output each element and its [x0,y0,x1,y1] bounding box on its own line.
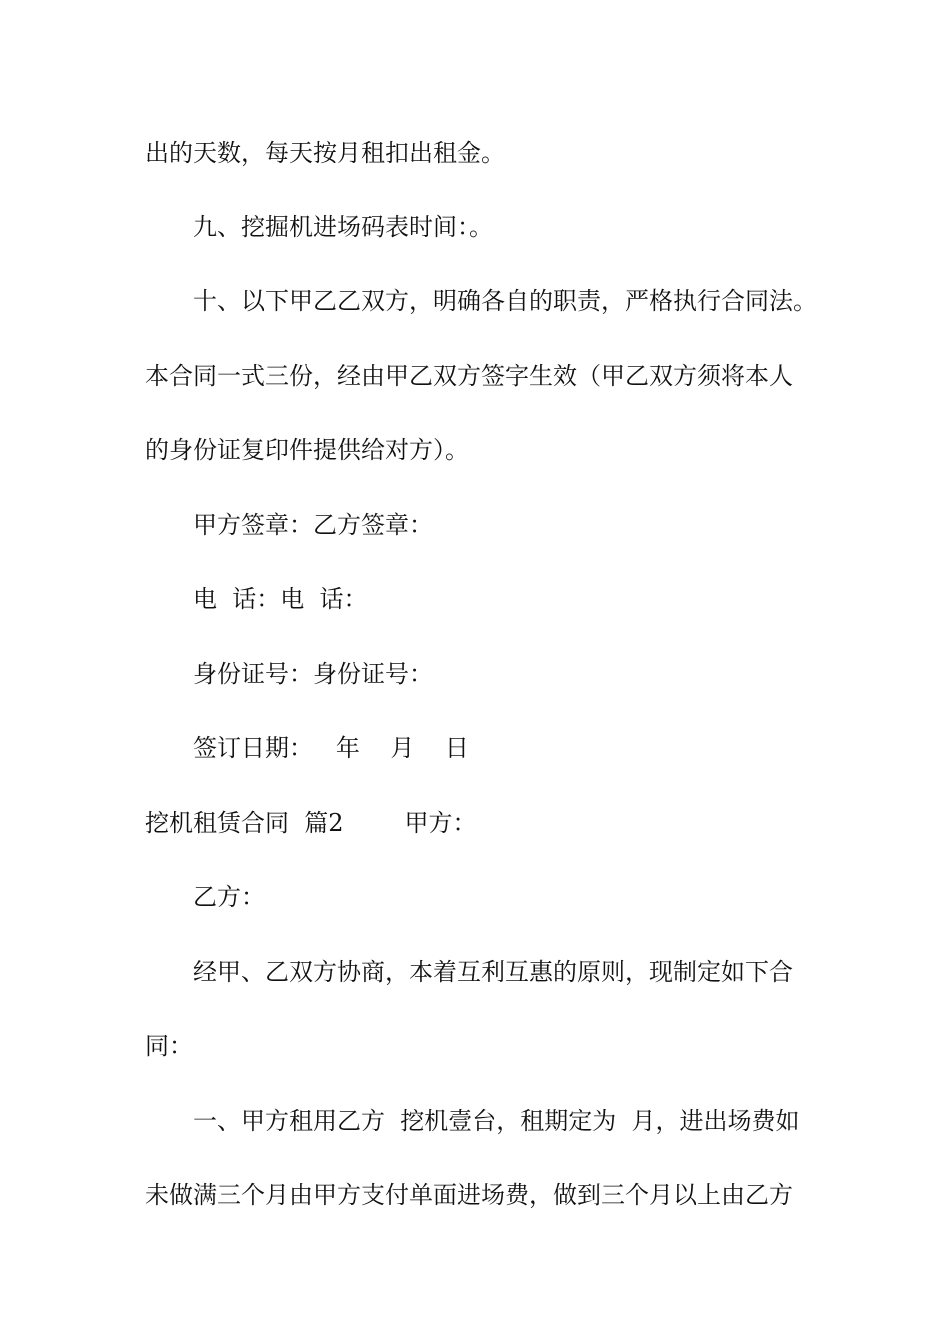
id-number-line: 身份证号：身份证号： [193,660,433,688]
paragraph-line: 的身份证复印件提供给对方）。 [145,436,469,464]
clause-nine: 九、挖掘机进场码表时间：。 [193,213,493,241]
paragraph-line: 未做满三个月由甲方支付单面进场费，做到三个月以上由乙方 [145,1181,793,1209]
paragraph-line: 出的天数，每天按月租扣出租金。 [145,139,505,167]
paragraph-line: 本合同一式三份，经由甲乙双方签字生效（甲乙双方须将本人 [145,362,793,390]
paragraph-line: 经甲、乙双方协商，本着互利互惠的原则，现制定如下合 [193,958,793,986]
signature-line: 甲方签章：乙方签章： [193,511,433,539]
phone-line: 电 话：电 话： [193,585,368,613]
clause-ten: 十、以下甲乙乙双方，明确各自的职责，严格执行合同法。 [193,287,817,315]
section-heading: 挖机租赁合同 篇2 甲方： [145,809,477,837]
paragraph-line: 同： [145,1032,193,1060]
sign-date-line: 签订日期： 年 月 日 [193,734,469,762]
party-b-line: 乙方： [193,883,265,911]
clause-one: 一、甲方租用乙方 挖机壹台，租期定为 月，进出场费如 [193,1107,800,1135]
